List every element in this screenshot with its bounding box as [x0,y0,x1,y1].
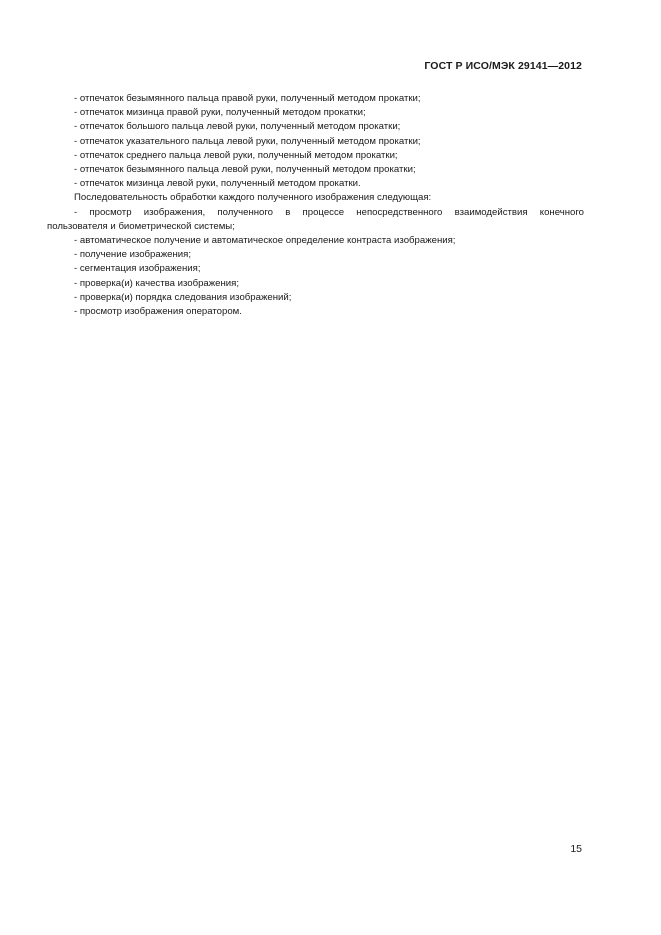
document-header: ГОСТ Р ИСО/МЭК 29141—2012 [424,60,582,72]
page-number: 15 [570,843,582,855]
list-item: - отпечаток среднего пальца левой руки, полученный методом прокатки; [74,149,398,161]
list-item: - просмотр изображения оператором. [74,306,242,318]
list-item: - просмотр изображения, полученного в процессе непосредственного взаимодействия конечного [74,206,584,218]
paragraph-intro: Последовательность обработки каждого полученного изображения следующая: [74,192,432,204]
list-item: - отпечаток большого пальца левой руки, полученный методом прокатки; [74,121,401,133]
list-item: - отпечаток безымянного пальца левой руки, полученный методом прокатки; [74,164,416,176]
list-item: - проверка(и) качества изображения; [74,277,240,289]
list-item: - отпечаток мизинца правой руки, полученный методом прокатки; [74,107,366,119]
list-item: - проверка(и) порядка следования изображений; [74,291,292,303]
list-item: - автоматическое получение и автоматическое определение контраста изображения; [74,235,456,247]
list-item: - отпечаток мизинца левой руки, полученный методом прокатки. [74,178,361,190]
list-item: - получение изображения; [74,249,191,261]
list-item-continuation: пользователя и биометрической системы; [47,220,235,232]
list-item: - отпечаток безымянного пальца правой руки, полученный методом прокатки; [74,93,421,104]
list-item: - сегментация изображения; [74,263,201,275]
list-item: - отпечаток указательного пальца левой руки, полученный методом прокатки; [74,135,421,147]
document-body [47,92,584,319]
